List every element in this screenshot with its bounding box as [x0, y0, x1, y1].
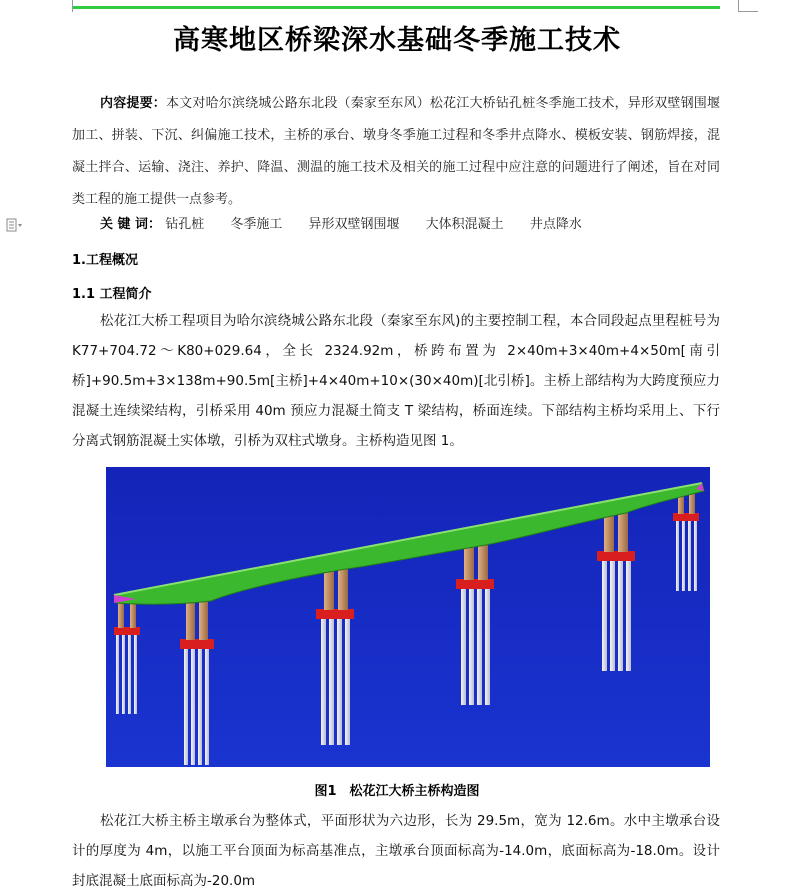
pile-cap	[316, 609, 354, 619]
abstract-text: 本文对哈尔滨绕城公路东北段（秦家至东风）松花江大桥钻孔桩冬季施工技术，异形双壁钢围堰加工、拼装、下沉、纠偏施工技术，主桥的承台、墩身冬季施工过程和冬季井点降水、模板安装、钢筋焊接，混凝土拌合、运输、浇注、养护、降温、测温的施工技术及相关的施工过程中应注意的问题进行了阐述，旨在对同类工程的施工提供一点参考。	[72, 96, 720, 207]
keyword-item: 冬季施工	[230, 217, 283, 232]
keywords-line	[100, 213, 604, 237]
pier-column	[478, 541, 488, 580]
body-paragraph-1: 松花江大桥工程项目为哈尔滨绕城公路东北段（秦家至东风)的主要控制工程，本合同段起点里程桩号为 K77+704.72～K80+029.64，全长 2324.92m，桥跨布置为 2×40m+3×40m+4×50m[南引桥]+90.5m+3×138m+90.5m[主桥]+4×40m+10×(30×40m)[北引桥]。主桥上部结构为大跨度预应力混凝土连续梁结构，引桥采用 40m 预应力混凝土简支 T 梁结构，桥面连续。下部结构主桥均采用上、下行分离式钢筋混凝土实体墩，引桥为双柱式墩身。主桥构造见图 1。	[72, 313, 720, 449]
pier-column	[199, 597, 208, 640]
pile-cap	[597, 551, 635, 561]
header-line	[72, 6, 720, 9]
pier-column	[118, 601, 124, 628]
pile-cap	[180, 639, 214, 649]
bridge-structure-render	[106, 467, 710, 767]
body-paragraph-2: 松花江大桥主桥主墩承台为整体式，平面形状为六边形，长为 29.5m，宽为 12.6m。水中主墩承台设计的厚度为 4m，以施工平台顶面为标高基准点，主墩承台顶面标高为-14.0m，底面标高为-18.0m。设计封底混凝土底面标高为-20.0m	[72, 813, 720, 889]
document-title: 高寒地区桥梁深水基础冬季施工技术	[173, 25, 621, 56]
pier-column	[130, 601, 136, 628]
pile-cap	[114, 627, 140, 635]
margin-mark-right-horizontal	[738, 11, 758, 12]
pier-column	[618, 511, 628, 552]
section-heading-1-1: 1.1 工程简介	[72, 287, 152, 302]
keyword-item: 异形双壁钢围堰	[308, 217, 400, 232]
margin-mark-left	[72, 0, 73, 12]
pile-cap	[673, 513, 699, 521]
keywords-label: 关 键 词：	[100, 217, 162, 232]
figure-caption: 图1 松花江大桥主桥构造图	[314, 784, 480, 799]
page-icon-svg	[6, 218, 24, 234]
abstract-label: 内容提要：	[100, 96, 166, 111]
keyword-item: 大体积混凝土	[425, 217, 504, 232]
keyword-item: 钻孔桩	[165, 217, 205, 232]
pile-cap	[456, 579, 494, 589]
abstract-paragraph	[72, 88, 720, 216]
document-icon[interactable]	[6, 218, 20, 234]
bridge-figure	[106, 467, 710, 767]
keyword-item: 井点降水	[529, 217, 582, 232]
section-heading-1: 1.工程概况	[72, 253, 138, 268]
